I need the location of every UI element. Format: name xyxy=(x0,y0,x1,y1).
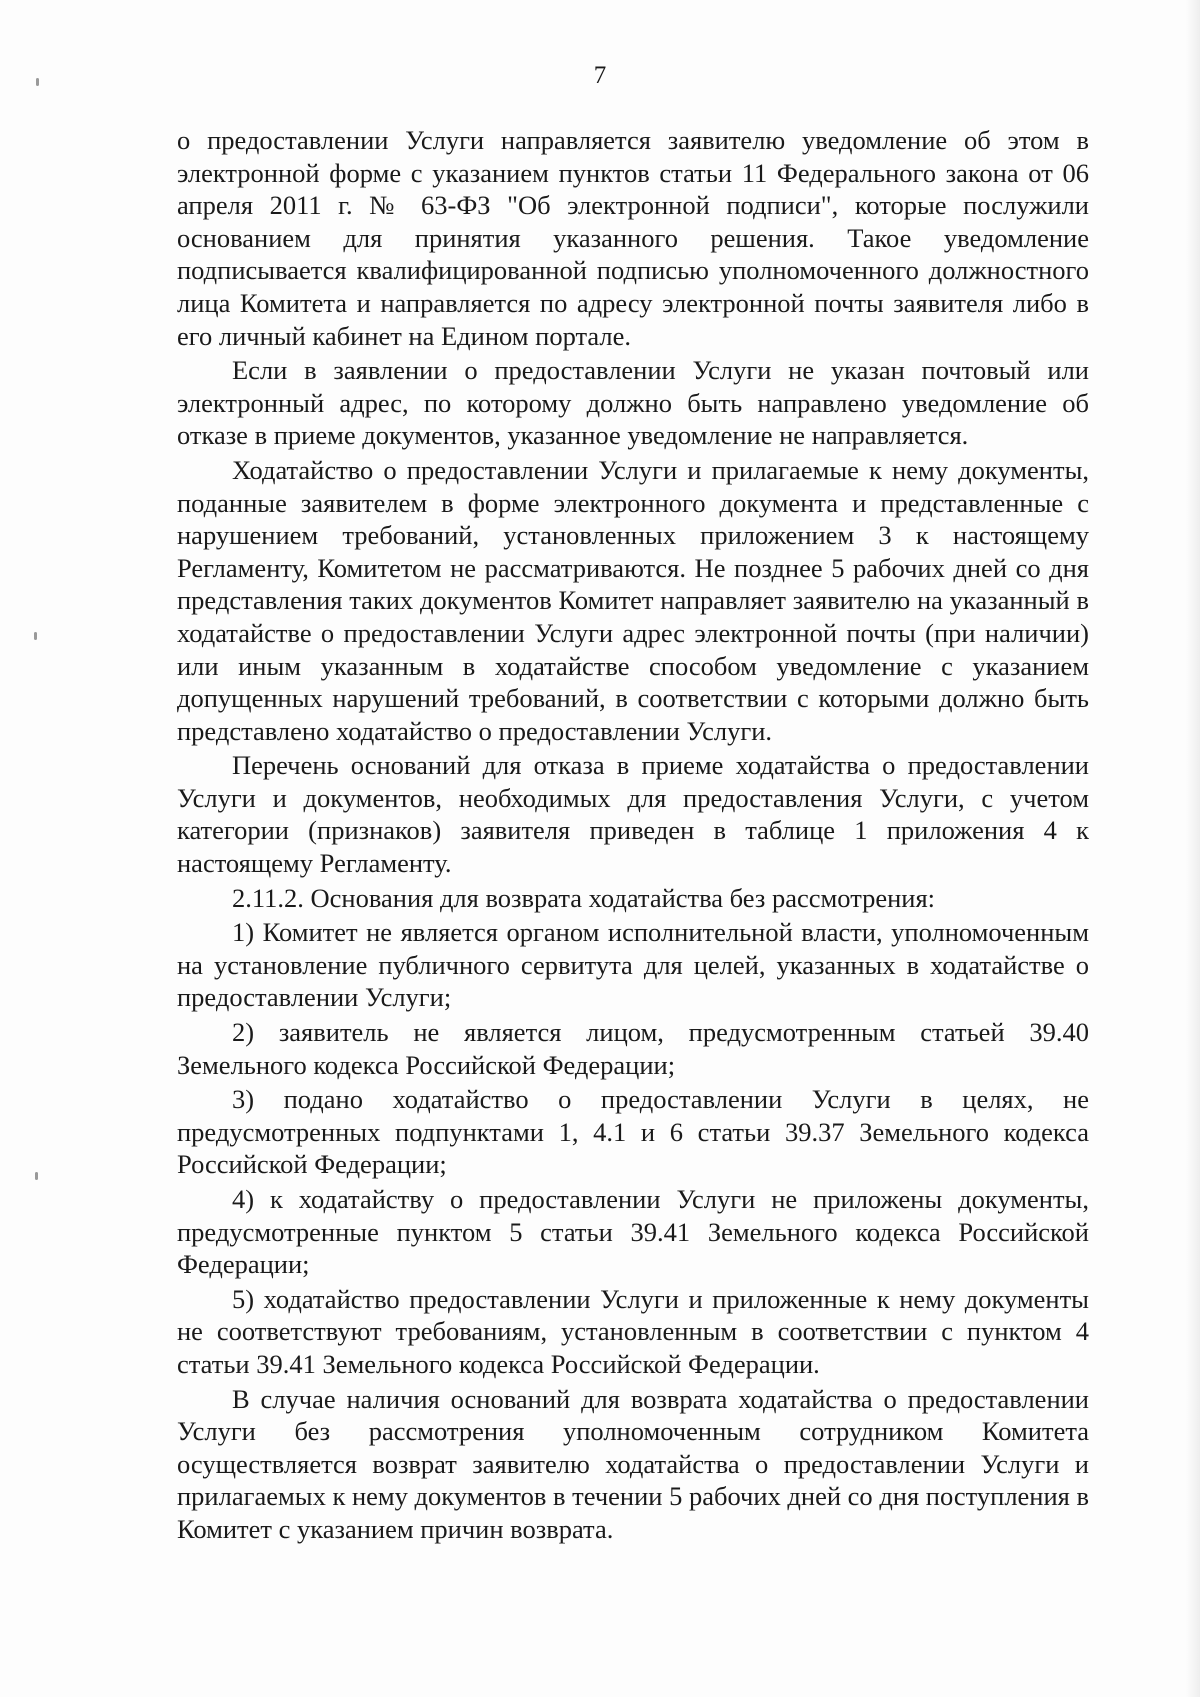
list-item-5: 5) ходатайство предоставлении Услуги и приложенные к нему документы не соответствуют требованиям, установленным в соответствии с пунктом 4 статьи 39.41 Земельного кодекса Российской Федерации. xyxy=(177,1283,1089,1379)
scan-speck-3 xyxy=(35,1172,38,1180)
list-item-3: 3) подано ходатайство о предоставлении Услуги в целях, не предусмотренных подпунктами 1, 4.1 и 6 статьи 39.37 Земельного кодекса Российской Федерации; xyxy=(177,1084,1089,1180)
paragraph-notice-continuation: о предоставлении Услуги направляется заявителю уведомление об этом в электронной форме с указанием пунктов статьи 11 Федерального закона от 06 апреля 2011 г. № 63-ФЗ "Об электронной подписи", которые послужили основанием для принятия указанного решения. Такое уведомление подписывается квалифицированной подписью уполномоченного должностного лица Комитета и направляется по адресу электронной почты заявителя либо в его личный кабинет на Едином портале. xyxy=(177,125,1089,351)
paragraph-return-procedure: В случае наличия оснований для возврата ходатайства о предоставлении Услуги без рассмотрения уполномоченным сотрудником Комитета осуществляется возврат заявителю ходатайства о предоставлении Услуги и прилагаемых к нему документов в течении 5 рабочих дней со дня поступления в Комитет с указанием причин возврата. xyxy=(177,1383,1089,1544)
scan-edge-shadow xyxy=(1186,0,1200,1697)
list-item-2: 2) заявитель не является лицом, предусмотренным статьей 39.40 Земельного кодекса Российской Федерации; xyxy=(177,1017,1089,1080)
paragraph-electronic-violations: Ходатайство о предоставлении Услуги и прилагаемые к нему документы, поданные заявителем в форме электронного документа и представленные с нарушением требований, установленных приложением 3 к настоящему Регламенту, Комитетом не рассматриваются. Не позднее 5 рабочих дней со дня представления таких документов Комитет направляет заявителю на указанный в ходатайстве о предоставлении Услуги адрес электронной почты (при наличии) или иным указанным в ходатайстве способом уведомление с указанием допущенных нарушений требований, в соответствии с которыми должно быть представлено ходатайство о предоставлении Услуги. xyxy=(177,454,1089,746)
section-heading-2-11-2: 2.11.2. Основания для возврата ходатайства без рассмотрения: xyxy=(232,882,936,913)
scan-speck-2 xyxy=(34,632,37,640)
scan-speck-1 xyxy=(36,78,39,86)
paragraph-missing-address: Если в заявлении о предоставлении Услуги не указан почтовый или электронный адрес, по которому должно быть направлено уведомление об отказе в приеме документов, указанное уведомление не направляется. xyxy=(177,355,1089,451)
list-item-1: 1) Комитет не является органом исполнительной власти, уполномоченным на установление публичного сервитута для целей, указанных в ходатайстве о предоставлении Услуги; xyxy=(177,917,1089,1013)
paragraph-refusal-grounds-list: Перечень оснований для отказа в приеме ходатайства о предоставлении Услуги и документов, необходимых для предоставления Услуги, с учетом категории (признаков) заявителя приведен в таблице 1 приложения 4 к настоящему Регламенту. xyxy=(177,750,1089,879)
list-item-4: 4) к ходатайству о предоставлении Услуги не приложены документы, предусмотренные пунктом 5 статьи 39.41 Земельного кодекса Российской Федерации; xyxy=(177,1184,1089,1280)
page-number: 7 xyxy=(593,62,607,89)
document-body xyxy=(177,124,1089,1546)
